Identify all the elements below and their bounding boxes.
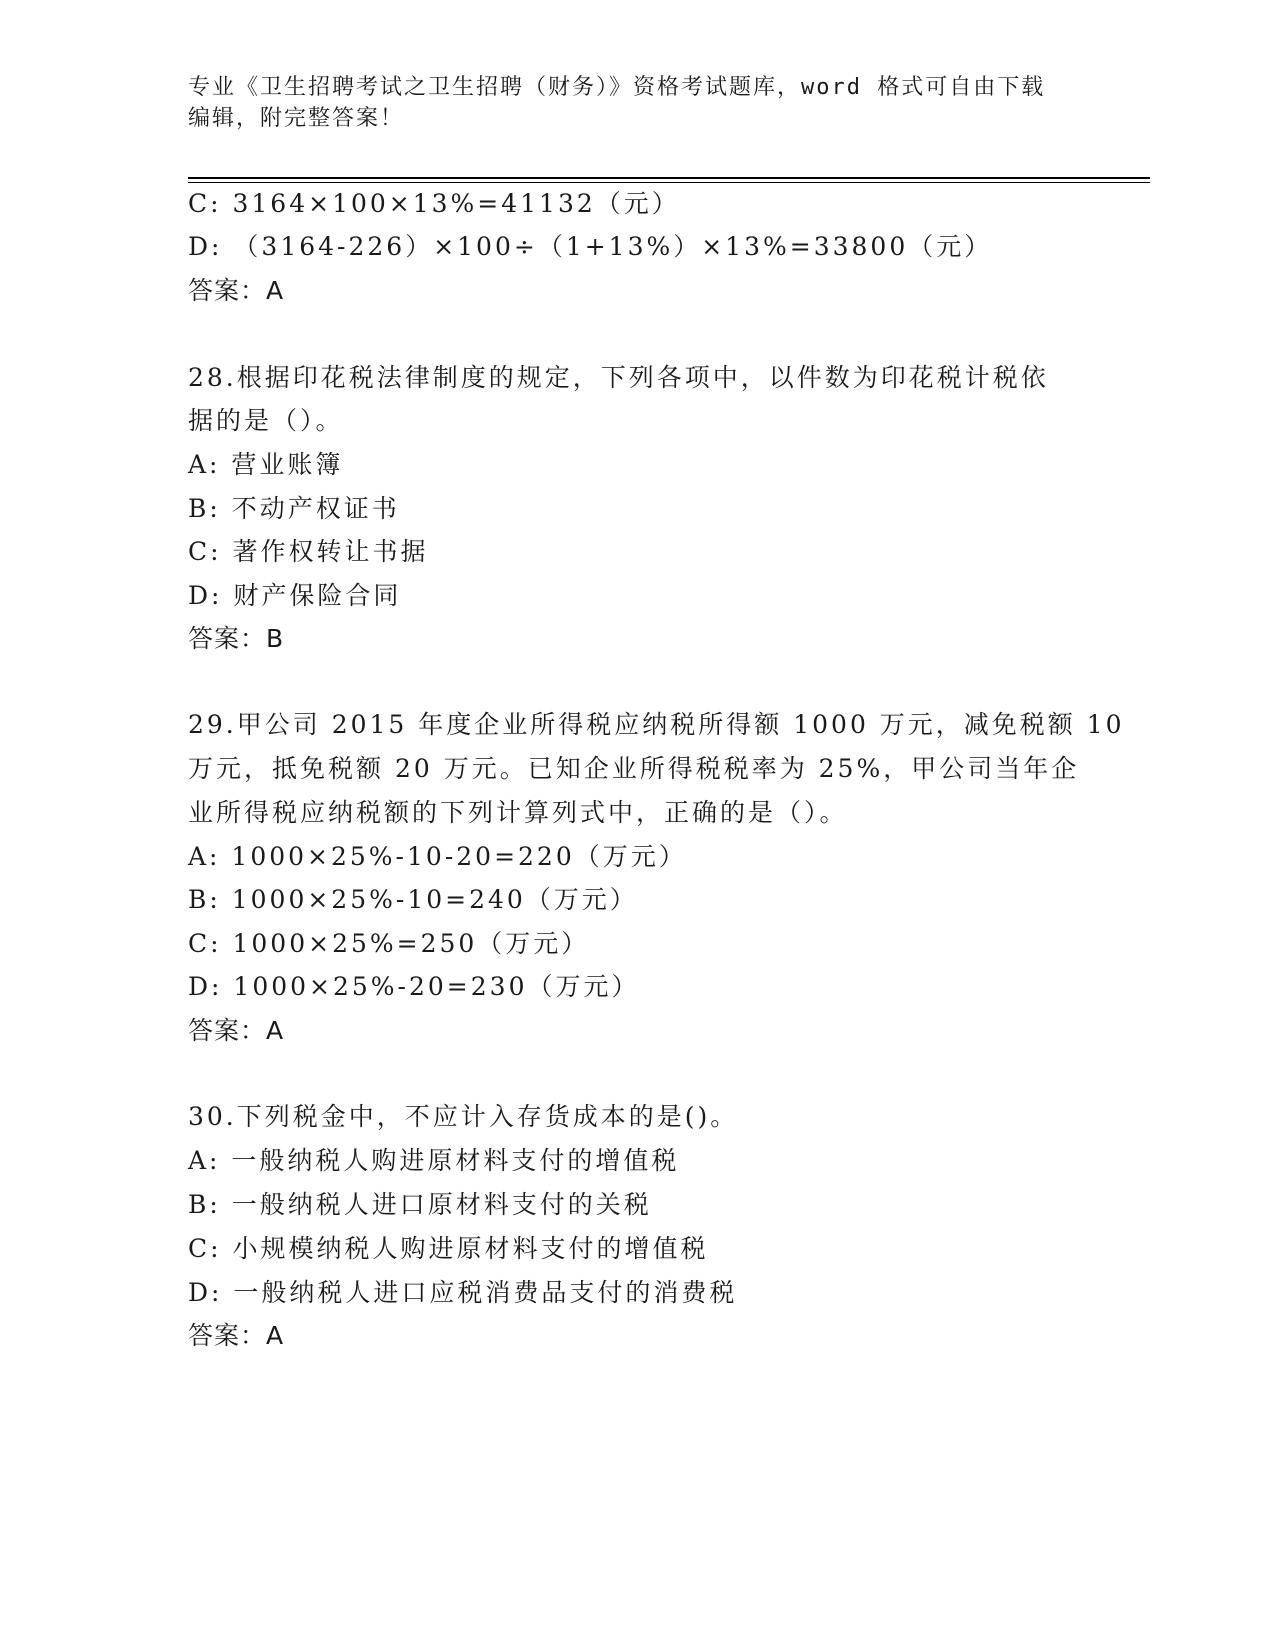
q30-option-c: C: 小规模纳税人购进原材料支付的增值税: [188, 1234, 709, 1263]
document-header: [188, 72, 1088, 134]
q28-stem-line-1: 28.根据印花税法律制度的规定，下列各项中，以件数为印花税计税依: [188, 363, 1049, 392]
q27-option-c: C: 3164×100×13%=41132（元）: [188, 189, 680, 218]
q29-stem-line-1: 29.甲公司 2015 年度企业所得税应纳税所得额 1000 万元，减免税额 10: [188, 710, 1125, 739]
q29-option-b: B: 1000×25%-10=240（万元）: [188, 885, 638, 914]
q28-option-c: C: 著作权转让书据: [188, 537, 429, 566]
q28-option-b: B: 不动产权证书: [188, 494, 400, 523]
q28-stem-line-2: 据的是（）。: [188, 406, 344, 435]
q30-option-a: A: 一般纳税人购进原材料支付的增值税: [188, 1146, 680, 1175]
q28-option-a: A: 营业账簿: [188, 450, 344, 479]
header-line-2: 编辑，附完整答案！: [188, 106, 405, 131]
header-divider-thin: [188, 182, 1150, 183]
q30-stem-line-1: 30.下列税金中，不应计入存货成本的是()。: [188, 1102, 739, 1131]
q30-option-d: D: 一般纳税人进口应税消费品支付的消费税: [188, 1278, 738, 1307]
q30-option-b: B: 一般纳税人进口原材料支付的关税: [188, 1190, 652, 1219]
q28-answer: 答案：B: [188, 624, 285, 653]
q27-option-d: D: （3164-226）×100÷（1+13%）×13%=33800（元）: [188, 232, 993, 261]
q28-option-d: D: 财产保险合同: [188, 581, 402, 610]
q29-stem-line-3: 业所得税应纳税额的下列计算列式中，正确的是（）。: [188, 798, 848, 827]
q29-stem-line-2: 万元，抵免税额 20 万元。已知企业所得税税率为 25%，甲公司当年企: [188, 754, 1080, 783]
q27-answer: 答案：A: [188, 276, 285, 305]
q29-option-a: A: 1000×25%-10-20=220（万元）: [188, 842, 687, 871]
q29-option-d: D: 1000×25%-20=230（万元）: [188, 972, 640, 1001]
q29-answer: 答案：A: [188, 1016, 285, 1045]
q29-option-c: C: 1000×25%=250（万元）: [188, 929, 590, 958]
q30-answer: 答案：A: [188, 1321, 285, 1350]
header-line-1: 专业《卫生招聘考试之卫生招聘（财务）》资格考试题库，word 格式可自由下载: [188, 75, 1046, 100]
header-divider-thick: [188, 177, 1150, 179]
